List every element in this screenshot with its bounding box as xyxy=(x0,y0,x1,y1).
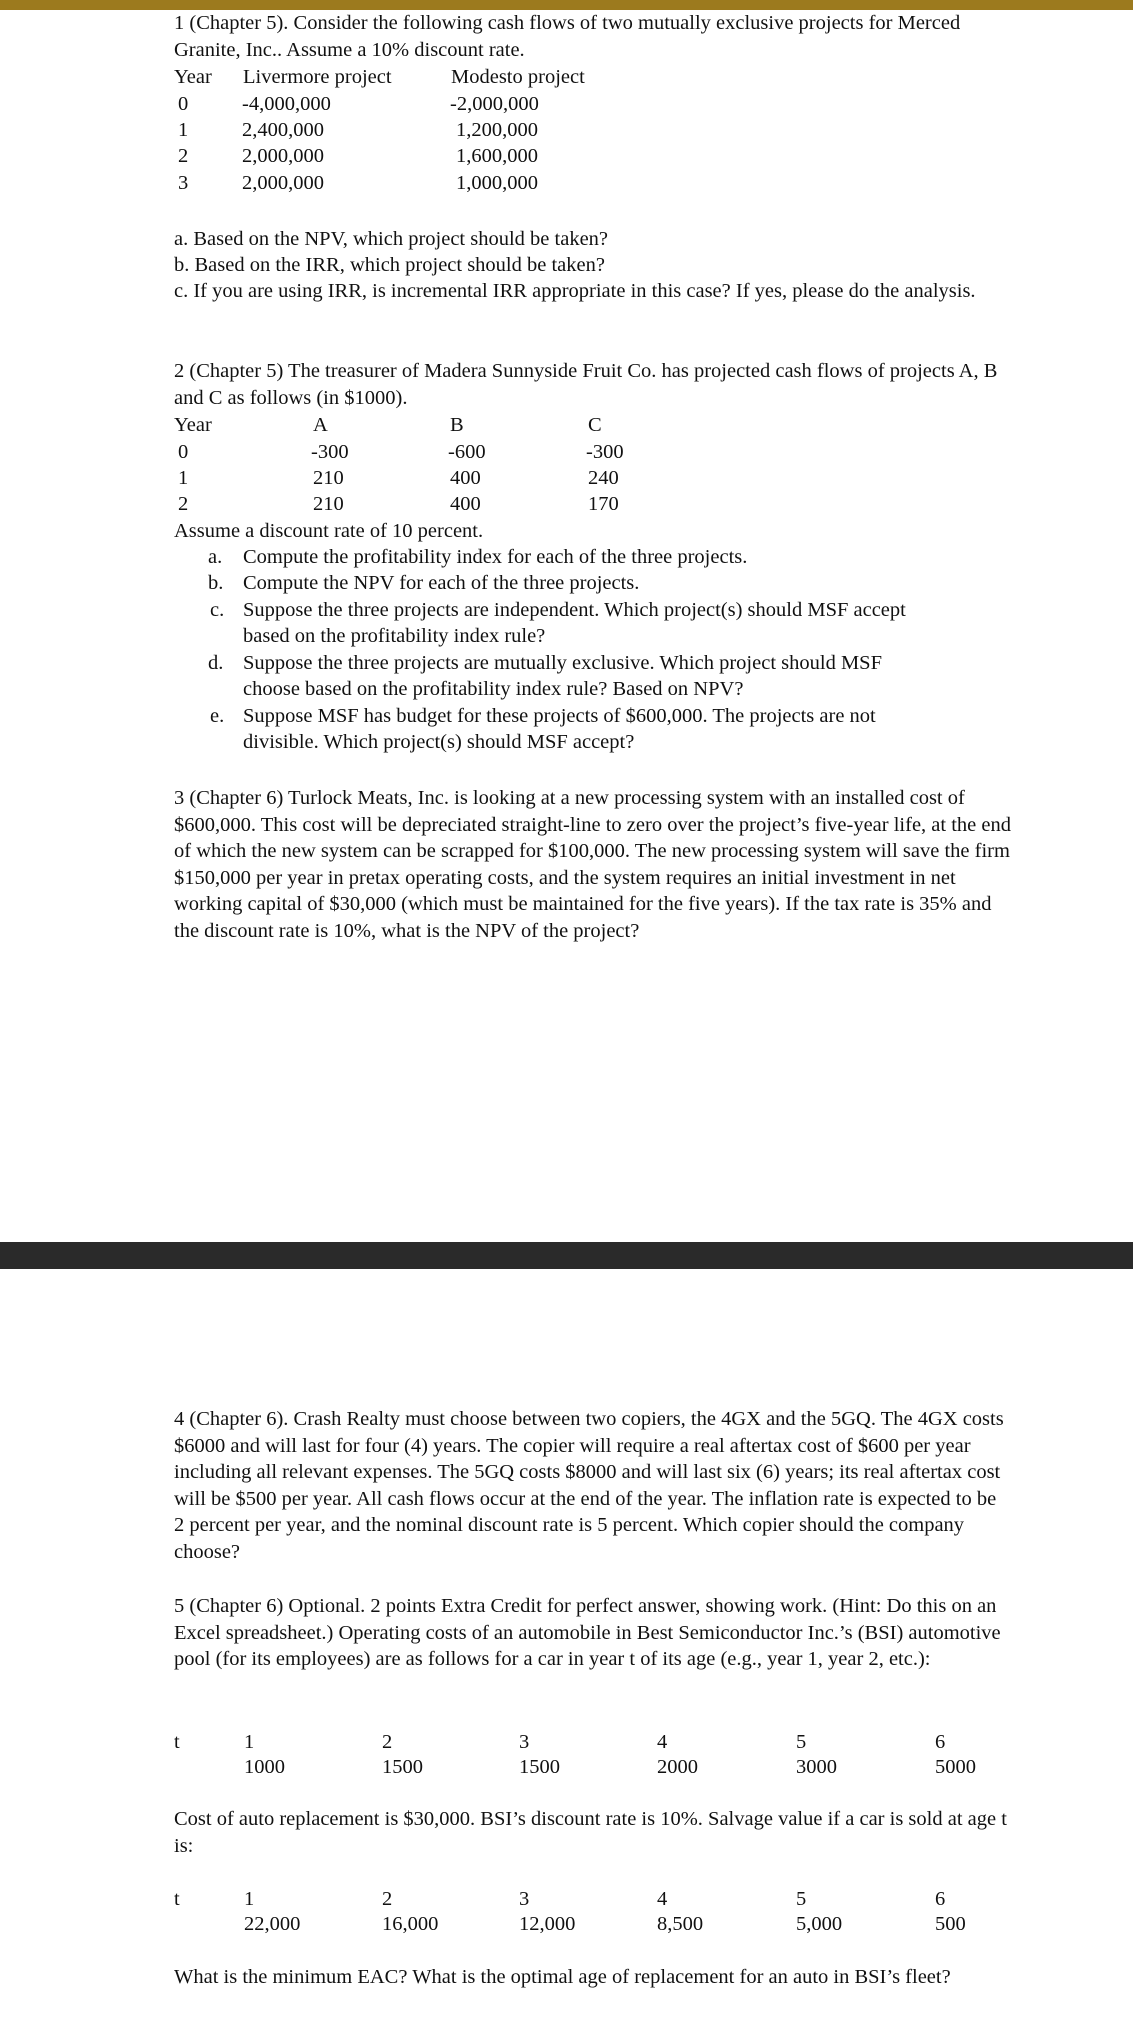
q5-salvage-1: 22,000 xyxy=(244,1913,301,1935)
q5-salvage-year-2: 2 xyxy=(382,1888,393,1910)
q5-salvage-6: 500 xyxy=(935,1913,966,1935)
q5-salvage-2: 16,000 xyxy=(382,1913,439,1935)
q2-intro: 2 (Chapter 5) The treasurer of Madera Sunnyside Fruit Co. has projected cash flows of projects A, B and C as follows (in $1000). xyxy=(174,360,998,409)
q1-row2-livermore: 2,000,000 xyxy=(242,145,324,167)
q1-header-year: Year xyxy=(174,66,212,88)
q2-row2-c: 170 xyxy=(588,493,619,515)
q2-row2-a: 210 xyxy=(313,493,344,515)
q5-salvage-4: 8,500 xyxy=(657,1913,704,1935)
q1-part-c: c. If you are using IRR, is incremental IRR appropriate in this case? If yes, please do the analysis. xyxy=(174,280,976,302)
q5-salvage-5: 5,000 xyxy=(796,1913,843,1935)
q2-header-b: B xyxy=(450,414,464,436)
q5-year-2: 2 xyxy=(382,1731,393,1753)
q5-cost-4: 2000 xyxy=(657,1756,698,1778)
q2-row0-year: 0 xyxy=(178,441,189,463)
q2-row2-b: 400 xyxy=(450,493,481,515)
q5-year-3: 3 xyxy=(519,1731,530,1753)
q5-salvage-year-6: 6 xyxy=(935,1888,946,1910)
q2-item-c-line1: Suppose the three projects are independent. Which project(s) should MSF accept xyxy=(243,599,906,621)
q1-row3-livermore: 2,000,000 xyxy=(242,172,324,194)
q2-item-a-letter: a. xyxy=(208,546,223,568)
q2-item-d-letter: d. xyxy=(208,652,224,674)
q1-row0-year: 0 xyxy=(178,93,189,115)
q5-cost-3: 1500 xyxy=(519,1756,560,1778)
q5-salvage-t-label: t xyxy=(174,1888,180,1910)
q2-item-d-line1: Suppose the three projects are mutually exclusive. Which project should MSF xyxy=(243,652,882,674)
q5-year-5: 5 xyxy=(796,1731,807,1753)
q1-row1-modesto: 1,200,000 xyxy=(456,119,538,141)
q2-row1-b: 400 xyxy=(450,467,481,489)
q1-header-livermore: Livermore project xyxy=(243,66,392,88)
q1-row2-year: 2 xyxy=(178,145,189,167)
q2-item-b-text: Compute the NPV for each of the three projects. xyxy=(243,572,640,594)
q5-mid: Cost of auto replacement is $30,000. BSI’s discount rate is 10%. Salvage value if a car is sold at age t is: xyxy=(174,1808,1007,1857)
q4-text: 4 (Chapter 6). Crash Realty must choose between two copiers, the 4GX and the 5GQ. The 4GX costs $6000 and will last for four (4) years. The copier will require a real aftertax cost of $600 per year including all relevant expenses. The 5GQ costs $8000 and will last six (6) years; its real aftertax cost will be $500 per year. All cash flows occur at the end of the year. The inflation rate is expected to be 2 percent per year, and the nominal discount rate is 5 percent. Which copier should the company choose? xyxy=(174,1408,1004,1563)
q5-salvage-year-1: 1 xyxy=(244,1888,255,1910)
q2-item-c-line2: based on the profitability index rule? xyxy=(243,625,546,647)
q5-question: What is the minimum EAC? What is the optimal age of replacement for an auto in BSI’s fleet? xyxy=(174,1966,951,1988)
q3-text: 3 (Chapter 6) Turlock Meats, Inc. is looking at a new processing system with an installed cost of $600,000. This cost will be depreciated straight-line to zero over the project’s five-year life, at the end of which the new system can be scrapped for $100,000. The new processing system will save the firm $150,000 per year in pretax operating costs, and the system requires an initial investment in net working capital of $30,000 (which must be maintained for the five years). If the tax rate is 35% and the discount rate is 10%, what is the NPV of the project? xyxy=(174,787,1011,942)
q5-cost-t-label: t xyxy=(174,1731,180,1753)
q2-assume: Assume a discount rate of 10 percent. xyxy=(174,520,484,542)
page-divider xyxy=(0,1242,1133,1269)
q2-row1-year: 1 xyxy=(178,467,189,489)
q1-row3-modesto: 1,000,000 xyxy=(456,172,538,194)
q1-row1-livermore: 2,400,000 xyxy=(242,119,324,141)
q1-row3-year: 3 xyxy=(178,172,189,194)
q5-year-1: 1 xyxy=(244,1731,255,1753)
q5-salvage-year-3: 3 xyxy=(519,1888,530,1910)
q5-cost-1: 1000 xyxy=(244,1756,285,1778)
q2-row0-a: -300 xyxy=(311,441,349,463)
q5-cost-5: 3000 xyxy=(796,1756,837,1778)
q1-row1-year: 1 xyxy=(178,119,189,141)
q2-item-a-text: Compute the profitability index for each of the three projects. xyxy=(243,546,748,568)
q2-row0-b: -600 xyxy=(448,441,486,463)
q1-intro: 1 (Chapter 5). Consider the following cash flows of two mutually exclusive projects for Merced Granite, Inc.. Assume a 10% discount rate. xyxy=(174,12,961,61)
q1-row2-modesto: 1,600,000 xyxy=(456,145,538,167)
q5-salvage-year-4: 4 xyxy=(657,1888,668,1910)
q2-header-c: C xyxy=(588,414,602,436)
q2-item-d-line2: choose based on the profitability index rule? Based on NPV? xyxy=(243,678,744,700)
q1-part-b: b. Based on the IRR, which project should be taken? xyxy=(174,254,605,276)
q2-item-e-letter: e. xyxy=(210,705,225,727)
q5-cost-2: 1500 xyxy=(382,1756,423,1778)
q2-header-year: Year xyxy=(174,414,212,436)
q2-row1-a: 210 xyxy=(313,467,344,489)
q1-part-a: a. Based on the NPV, which project should be taken? xyxy=(174,228,609,250)
q2-item-e-line2: divisible. Which project(s) should MSF accept? xyxy=(243,731,635,753)
q2-item-c-letter: c. xyxy=(210,599,225,621)
q2-row2-year: 2 xyxy=(178,493,189,515)
q2-item-b-letter: b. xyxy=(208,572,224,594)
q5-salvage-year-5: 5 xyxy=(796,1888,807,1910)
q2-item-e-line1: Suppose MSF has budget for these projects of $600,000. The projects are not xyxy=(243,705,876,727)
q5-intro: 5 (Chapter 6) Optional. 2 points Extra Credit for perfect answer, showing work. (Hint: Do this on an Excel spreadsheet.) Operating costs of an automobile in Best Semiconductor Inc.’s (BSI) automotive pool (for its employees) are as follows for a car in year t of its age (e.g., year 1, year 2, etc.): xyxy=(174,1595,1001,1670)
q5-cost-6: 5000 xyxy=(935,1756,976,1778)
q5-year-4: 4 xyxy=(657,1731,668,1753)
q5-salvage-3: 12,000 xyxy=(519,1913,576,1935)
q2-header-a: A xyxy=(313,414,328,436)
q5-year-6: 6 xyxy=(935,1731,946,1753)
q2-row1-c: 240 xyxy=(588,467,619,489)
q1-row0-modesto: -2,000,000 xyxy=(450,93,539,115)
q2-row0-c: -300 xyxy=(586,441,624,463)
q1-header-modesto: Modesto project xyxy=(451,66,585,88)
top-accent-bar xyxy=(0,0,1133,10)
q1-row0-livermore: -4,000,000 xyxy=(242,93,331,115)
